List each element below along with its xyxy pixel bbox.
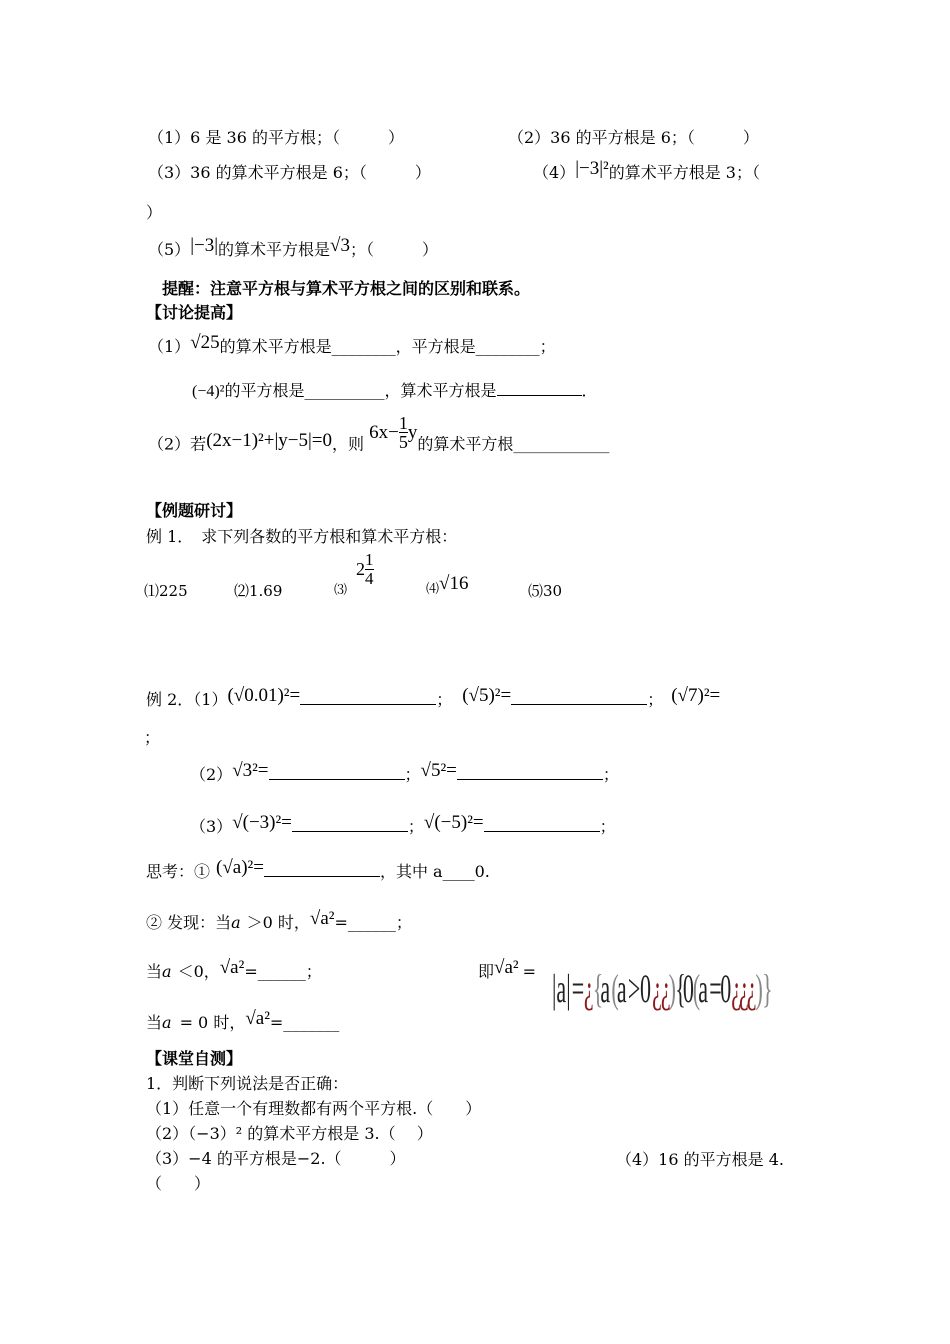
sqrt001-formula: (√0.01)²= bbox=[227, 685, 301, 706]
ex1-item-4: ⑷√16 bbox=[426, 573, 469, 597]
sqrt-a2-formula-1: √a² bbox=[309, 908, 335, 929]
judge-item-2: （2）36 的平方根是 6；（ ） bbox=[508, 128, 759, 147]
selftest-item-1: （1）任意一个有理数都有两个平方根.（ ） bbox=[146, 1099, 482, 1118]
svg-text:a: a bbox=[556, 966, 567, 1011]
selftest-item-3: （3）−4 的平方根是−2.（ ） bbox=[146, 1149, 406, 1168]
ji-line: 即√a² = bbox=[478, 957, 536, 981]
svg-text:a: a bbox=[698, 966, 709, 1011]
example-2-line-1: 例 2．（1）(√0.01)²= ； (√5)²= ； (√7)²= bbox=[146, 685, 721, 709]
sqrt-3sq-formula: √3²= bbox=[232, 760, 269, 781]
sqrt-5sq-formula: √5²= bbox=[420, 760, 457, 781]
selftest-item-4: （4）16 的平方根是 4. bbox=[616, 1150, 784, 1169]
example-1: 例 1． 求下列各数的平方根和算术平方根： bbox=[146, 527, 458, 546]
neg4-squared-formula: (−4)² bbox=[192, 383, 225, 400]
piecewise-formula-image bbox=[552, 932, 773, 1018]
svg-text:¿: ¿ bbox=[746, 966, 757, 1011]
svg-text:0: 0 bbox=[640, 966, 652, 1011]
svg-text:{: { bbox=[592, 966, 604, 1011]
ex1-item-1: ⑴225 bbox=[144, 582, 188, 600]
example-2-line-3: （3）√(−3)²= ；√(−5)²= ； bbox=[190, 812, 616, 836]
sqrt-a2-formula-3: √a² bbox=[245, 1008, 270, 1029]
svg-text:0: 0 bbox=[720, 966, 732, 1011]
selftest-item-2: （2）（−3）² 的算术平方根是 3.（ ） bbox=[146, 1124, 433, 1143]
svg-text:¿: ¿ bbox=[660, 966, 671, 1011]
svg-text:¿: ¿ bbox=[739, 966, 749, 1011]
selftest-question: 1．判断下列说法是否正确： bbox=[146, 1074, 349, 1093]
sqrt25-formula: √25 bbox=[190, 332, 220, 353]
sqrt-a2-formula-4: √a² bbox=[494, 957, 519, 978]
abs-formula: |−3| bbox=[190, 235, 219, 256]
svg-text:¿: ¿ bbox=[583, 966, 594, 1011]
svg-text:¿: ¿ bbox=[652, 966, 662, 1011]
discuss-q1b: (−4)²的平方根是__________，算术平方根是 ． bbox=[192, 381, 598, 400]
think-line: 思考：① (√a)²= ，其中 a____0. bbox=[146, 857, 490, 881]
discuss-q1: （1）√25的算术平方根是________，平方根是________； bbox=[148, 332, 556, 356]
sqrt-neg5sq-formula: √(−5)²= bbox=[423, 812, 484, 833]
expression-formula: 6x− $\frac{1}{5}$ y bbox=[369, 413, 418, 452]
example-2-line-2: （2）√3²= ；√5²= ； bbox=[190, 760, 619, 784]
ex1-item-2: ⑵1.69 bbox=[234, 582, 283, 600]
sqrt7-squared-formula: (√7)²= bbox=[671, 685, 721, 706]
svg-text:}: } bbox=[762, 966, 773, 1011]
abs-squared-formula: |−3|² bbox=[575, 158, 609, 179]
svg-text:(: ( bbox=[692, 966, 701, 1011]
selftest-item-4-tail: （ ） bbox=[146, 1174, 211, 1193]
svg-text:=: = bbox=[709, 966, 722, 1011]
example-heading: 【例题研讨】 bbox=[146, 501, 243, 520]
sqrt-neg3sq-formula: √(−3)²= bbox=[232, 812, 292, 833]
judge-item-5: （5）|−3|的算术平方根是√3；（ ） bbox=[148, 235, 438, 259]
svg-text:): ) bbox=[668, 966, 676, 1011]
less-than-line: 当a ＜0，√a²=______； bbox=[146, 957, 322, 981]
judge-item-1: （1）6 是 36 的平方根；（ ） bbox=[148, 128, 404, 147]
judge-item-4: （4）|−3|²的算术平方根是 3；（ bbox=[533, 158, 760, 182]
sqrt5-squared-formula: (√5)²= bbox=[462, 685, 512, 706]
found-line: ② 发现：当a ＞0 时，√a²=______； bbox=[146, 908, 412, 932]
svg-text:|: | bbox=[552, 966, 557, 1011]
svg-text:a: a bbox=[616, 966, 627, 1011]
sqrt-a2-formula-2: √a² bbox=[219, 957, 245, 978]
svg-text:=: = bbox=[571, 966, 585, 1011]
selftest-heading: 【课堂自测】 bbox=[146, 1049, 243, 1068]
ex1-item-3: ⑶ bbox=[334, 583, 348, 598]
svg-text:¿: ¿ bbox=[731, 966, 742, 1011]
sqrt3-formula: √3 bbox=[330, 235, 350, 256]
reminder-text: 提醒：注意平方根与算术平方根之间的区别和联系。 bbox=[162, 279, 531, 298]
judge-item-3: （3）36 的算术平方根是 6；（ ） bbox=[148, 163, 431, 182]
svg-text:0: 0 bbox=[682, 966, 694, 1011]
mixed-fraction: 2 $\frac{1}{4}$ bbox=[356, 550, 374, 588]
svg-text:(: ( bbox=[611, 966, 619, 1011]
discuss-q2: （2）若(2x−1)²+|y−5|=0，则 6x− $\frac{1}{5}$ y 的算术平方根____________ bbox=[148, 413, 610, 454]
sqrt-a-squared-formula: (√a)²= bbox=[216, 857, 264, 878]
svg-text:a: a bbox=[600, 966, 611, 1011]
example-2-semicolon: ； bbox=[144, 728, 161, 747]
judge-item-4-tail: ） bbox=[146, 203, 163, 222]
sqrt16-formula: √16 bbox=[439, 573, 469, 594]
equation-formula: (2x−1)²+|y−5|=0 bbox=[206, 429, 333, 451]
svg-text:): ) bbox=[755, 966, 763, 1011]
svg-text:|: | bbox=[566, 966, 571, 1011]
ex1-item-5: ⑸30 bbox=[528, 582, 563, 600]
discuss-heading: 【讨论提高】 bbox=[146, 303, 243, 322]
svg-text:>: > bbox=[627, 966, 641, 1011]
equal-zero-line: 当a = 0 时，√a²=_______ bbox=[146, 1008, 340, 1032]
svg-text:{: { bbox=[675, 966, 686, 1011]
